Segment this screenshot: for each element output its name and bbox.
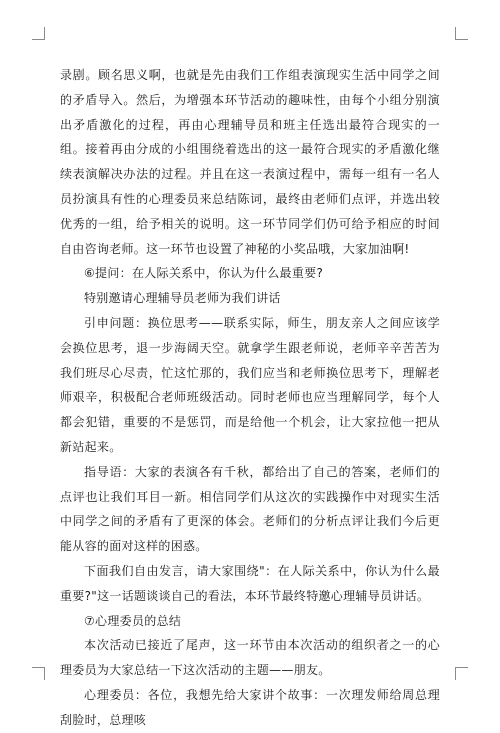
section-heading-summary: ⑦心理委员的总结 — [84, 613, 182, 628]
paragraph-story: 心理委员：各位，我想先给大家讲个故事：一次理发师给周总理刮脸时，总理咳 — [60, 687, 440, 727]
crop-mark-bottom-right — [455, 667, 468, 680]
paragraph-invitation: 特别邀请心理辅导员老师为我们讲话 — [84, 291, 281, 306]
paragraph-extended-question: 引申问题：换位思考——联系实际，师生，朋友亲人之间应该学会换位思考，退一步海阔天空。就拿学生跟老师说，老师辛辛苦苦为我们班尽心尽责，忙这忙那的，我们应当和老师换位思考下，理解老师艰辛，积极配合老师班级活动。同时老师也应当理解同学，每个人都会犯错，重要的不是惩罚，而是给他一个机会，让大家拉他一把从新站起来。 — [60, 315, 440, 454]
paragraph-closing: 本次活动已接近了尾声，这一环节由本次活动的组织者之一的心理委员为大家总结一下这次活动的主题——朋友。 — [60, 638, 440, 678]
document-body — [60, 63, 440, 733]
paragraph-guidance: 指导语：大家的表演各有千秋，都给出了自己的答案，老师们的点评也让我们耳目一新。相信同学们从这次的实践操作中对现实生活中同学之间的矛盾有了更深的体会。老师们的分析点评让我们今后更能从容的面对这样的困惑。 — [60, 464, 440, 554]
crop-mark-top-right — [455, 27, 468, 40]
question-heading: ⑥提问：在人际关系中，你认为什么最重要? — [84, 266, 324, 281]
crop-mark-bottom-left — [32, 667, 45, 680]
paragraph-continued: 录剧。顾名思义啊，也就是先由我们工作组表演现实生活中同学之间的矛盾导入。然后，为增强本环节活动的趣味性，由每个小组分别演出矛盾激化的过程，再由心理辅导员和班主任选出最符合现实的一组。接着再由分成的小组围绕着选出的这一最符合现实的矛盾激化继续表演解决办法的过程。并且在这一表演过程中，需每一组有一名人员扮演具有性的心理委员来总结陈词，最终由老师们点评，并选出较优秀的一组，给予相关的说明。这一环节同学们仍可给予相应的时间自由咨询老师。这一环节也设置了神秘的小奖品哦，大家加油啊! — [60, 68, 440, 256]
crop-mark-top-left — [32, 27, 45, 40]
paragraph-free-speech: 下面我们自由发言，请大家围绕"：在人际关系中，你认为什么最重要?"这一话题谈谈自己的看法，本环节最终特邀心理辅导员讲话。 — [60, 563, 440, 603]
